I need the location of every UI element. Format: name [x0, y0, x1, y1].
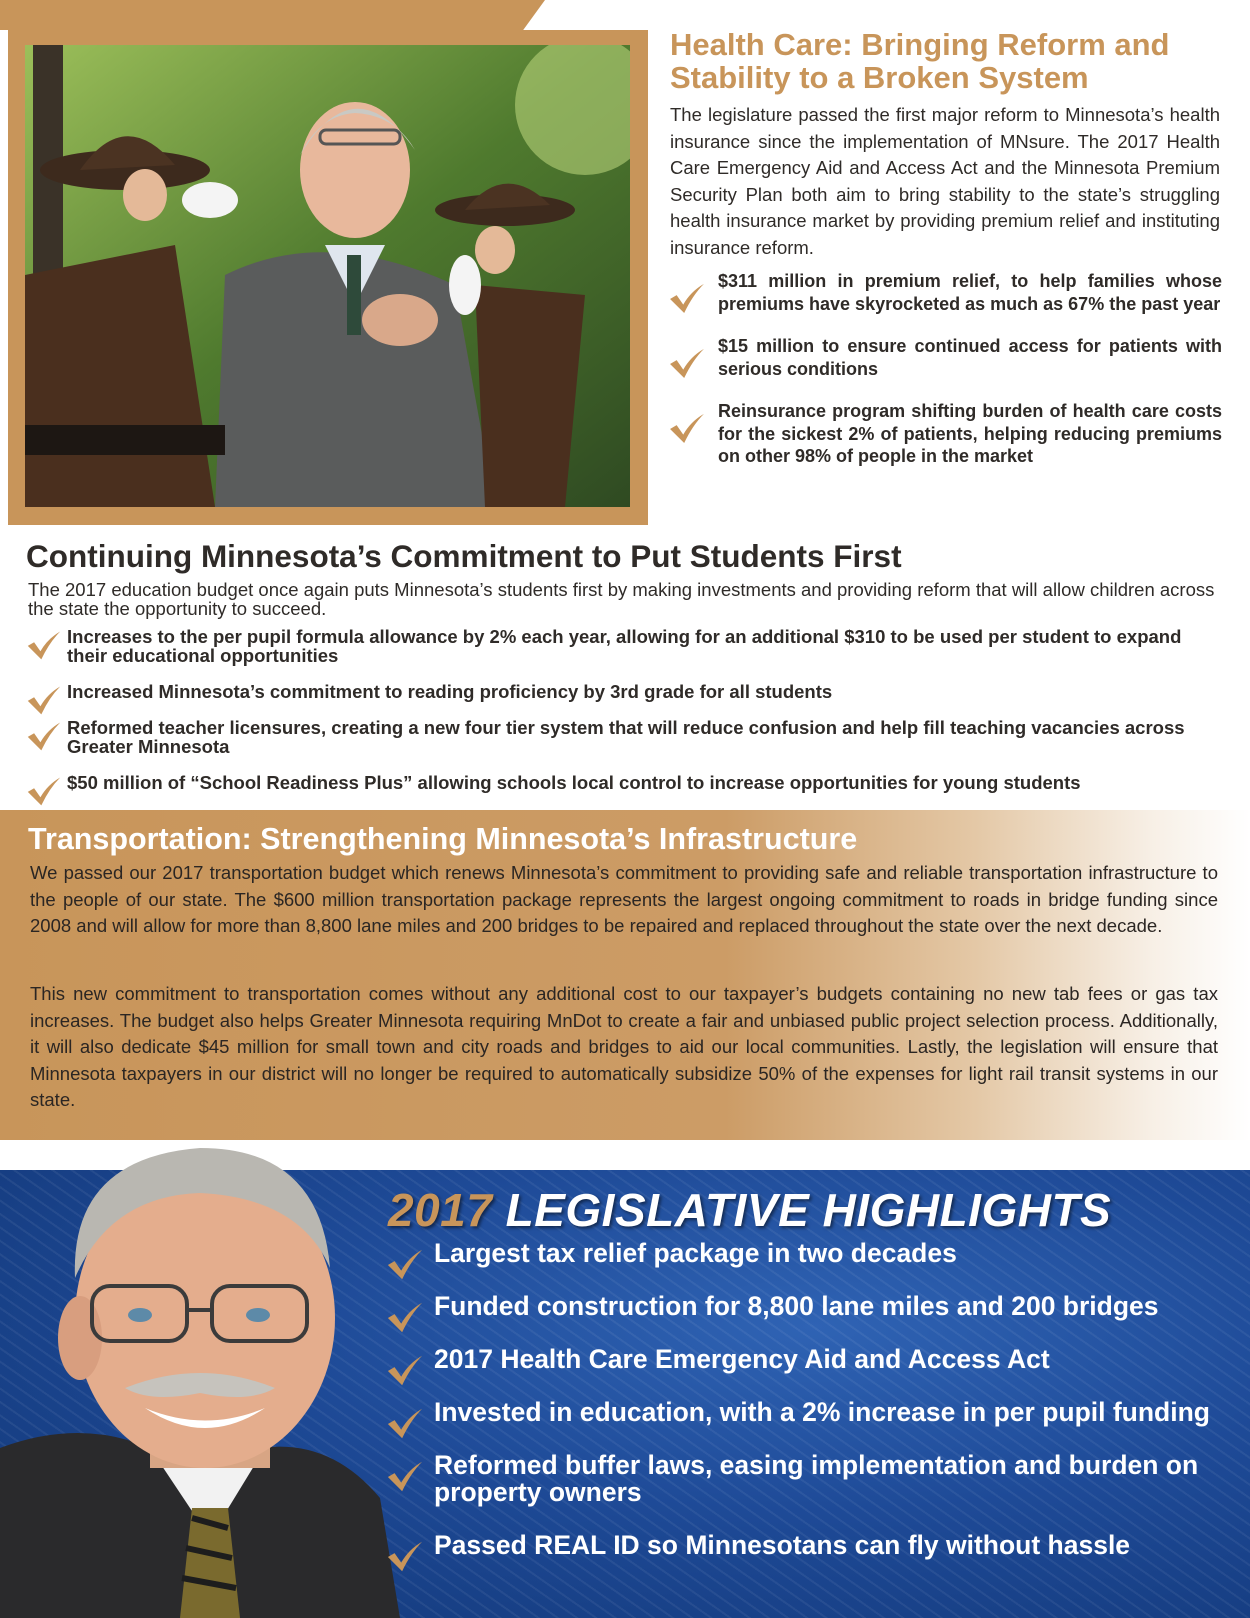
- ceremony-photo: [25, 45, 630, 507]
- list-item-text: Invested in education, with a 2% increase in per pupil funding: [434, 1397, 1210, 1427]
- checkmark-icon: [26, 629, 62, 661]
- transportation-title: Transportation: Strengthening Minnesota’s Infrastructure: [28, 822, 858, 856]
- list-item-text: Funded construction for 8,800 lane miles and 200 bridges: [434, 1291, 1159, 1321]
- highlights-year: 2017: [388, 1184, 493, 1236]
- checkmark-icon: [668, 412, 706, 444]
- health-care-list: [668, 270, 1222, 468]
- list-item-text: Passed REAL ID so Minnesotans can fly without hassle: [434, 1530, 1131, 1560]
- list-item: [386, 1293, 1226, 1320]
- list-item: [26, 773, 1226, 792]
- checkmark-icon: [668, 347, 706, 379]
- list-item-text: Increases to the per pupil formula allowance by 2% each year, allowing for an additional $310 to be used per student to expand their educational opportunities: [67, 626, 1182, 666]
- list-item-text: $15 million to ensure continued access for patients with serious conditions: [718, 336, 1222, 379]
- list-item: [386, 1399, 1226, 1426]
- list-item-text: $311 million in premium relief, to help families whose premiums have skyrocketed as much as 67% the past year: [718, 271, 1222, 314]
- transportation-paragraph-2: This new commitment to transportation comes without any additional cost to our taxpayer’s budgets containing no new tab fees or gas tax increases. The budget also helps Greater Minnesota requiring MnDot to create a fair and unbiased public project selection process. Additionally, it will also dedicate $45 million for small town and city roads and bridges to aid our local communities. Lastly, the legislation will ensure that Minnesota taxpayers in our district will no longer be required to automatically subsidize 50% of the expenses for light rail transit systems in our state.: [30, 983, 1218, 1110]
- checkmark-icon: [386, 1300, 424, 1334]
- list-item-text: $50 million of “School Readiness Plus” allowing schools local control to increase opportunities for young students: [67, 772, 1081, 793]
- checkmark-icon: [386, 1459, 424, 1493]
- list-item-text: Increased Minnesota’s commitment to reading proficiency by 3rd grade for all students: [67, 681, 833, 702]
- health-care-title: Health Care: Bringing Reform and Stability to a Broken System: [670, 27, 1170, 95]
- corner-accent: [0, 0, 545, 30]
- list-item: [668, 335, 1222, 380]
- education-title: Continuing Minnesota’s Commitment to Put Students First: [26, 538, 902, 574]
- list-item-text: Reformed buffer laws, easing implementation and burden on property owners: [434, 1450, 1199, 1507]
- highlights-list: [386, 1240, 1226, 1559]
- checkmark-icon: [386, 1353, 424, 1387]
- health-care-body: The legislature passed the first major reform to Minnesota’s health insurance since the implementation of MNsure. The 2017 Health Care Emergency Aid and Access Act and the Minnesota Premium Security Plan both aim to bring stability to the state’s struggling health insurance market by providing premium relief and instituting insurance reform.: [670, 104, 1220, 258]
- checkmark-icon: [26, 720, 62, 752]
- checkmark-icon: [26, 775, 62, 807]
- list-item-text: 2017 Health Care Emergency Aid and Access Act: [434, 1344, 1050, 1374]
- list-item: [26, 718, 1226, 756]
- highlights-title: [388, 1185, 1228, 1235]
- checkmark-icon: [386, 1539, 424, 1573]
- education-list: [26, 627, 1226, 792]
- list-item: [26, 627, 1226, 665]
- list-item: [386, 1240, 1226, 1267]
- checkmark-icon: [668, 282, 706, 314]
- list-item-text: Largest tax relief package in two decades: [434, 1238, 957, 1268]
- list-item-text: Reinsurance program shifting burden of health care costs for the sickest 2% of patients, helping reducing premiums on other 98% of people in the market: [718, 401, 1222, 466]
- list-item: [668, 270, 1222, 315]
- checkmark-icon: [386, 1406, 424, 1440]
- list-item: [668, 400, 1222, 468]
- list-item: [386, 1532, 1226, 1559]
- list-item: [386, 1346, 1226, 1373]
- education-body: The 2017 education budget once again puts Minnesota’s students first by making investments and providing reform that will allow children across the state the opportunity to succeed.: [28, 579, 1215, 619]
- highlights-heading: LEGISLATIVE HIGHLIGHTS: [505, 1184, 1112, 1236]
- list-item-text: Reformed teacher licensures, creating a new four tier system that will reduce confusion and help fill teaching vacancies across Greater Minnesota: [67, 717, 1185, 757]
- list-item: [26, 682, 1226, 701]
- transportation-paragraph-1: We passed our 2017 transportation budget which renews Minnesota’s commitment to providing safe and reliable transportation infrastructure to the people of our state. The $600 million transportation package represents the largest ongoing commitment to roads in bridge funding since 2008 and will allow for more than 8,800 lane miles and 200 bridges to be repaired and replaced throughout the state over the next decade.: [30, 862, 1218, 936]
- checkmark-icon: [26, 684, 62, 716]
- list-item: [386, 1452, 1226, 1506]
- representative-portrait: [0, 1118, 420, 1618]
- checkmark-icon: [386, 1247, 424, 1281]
